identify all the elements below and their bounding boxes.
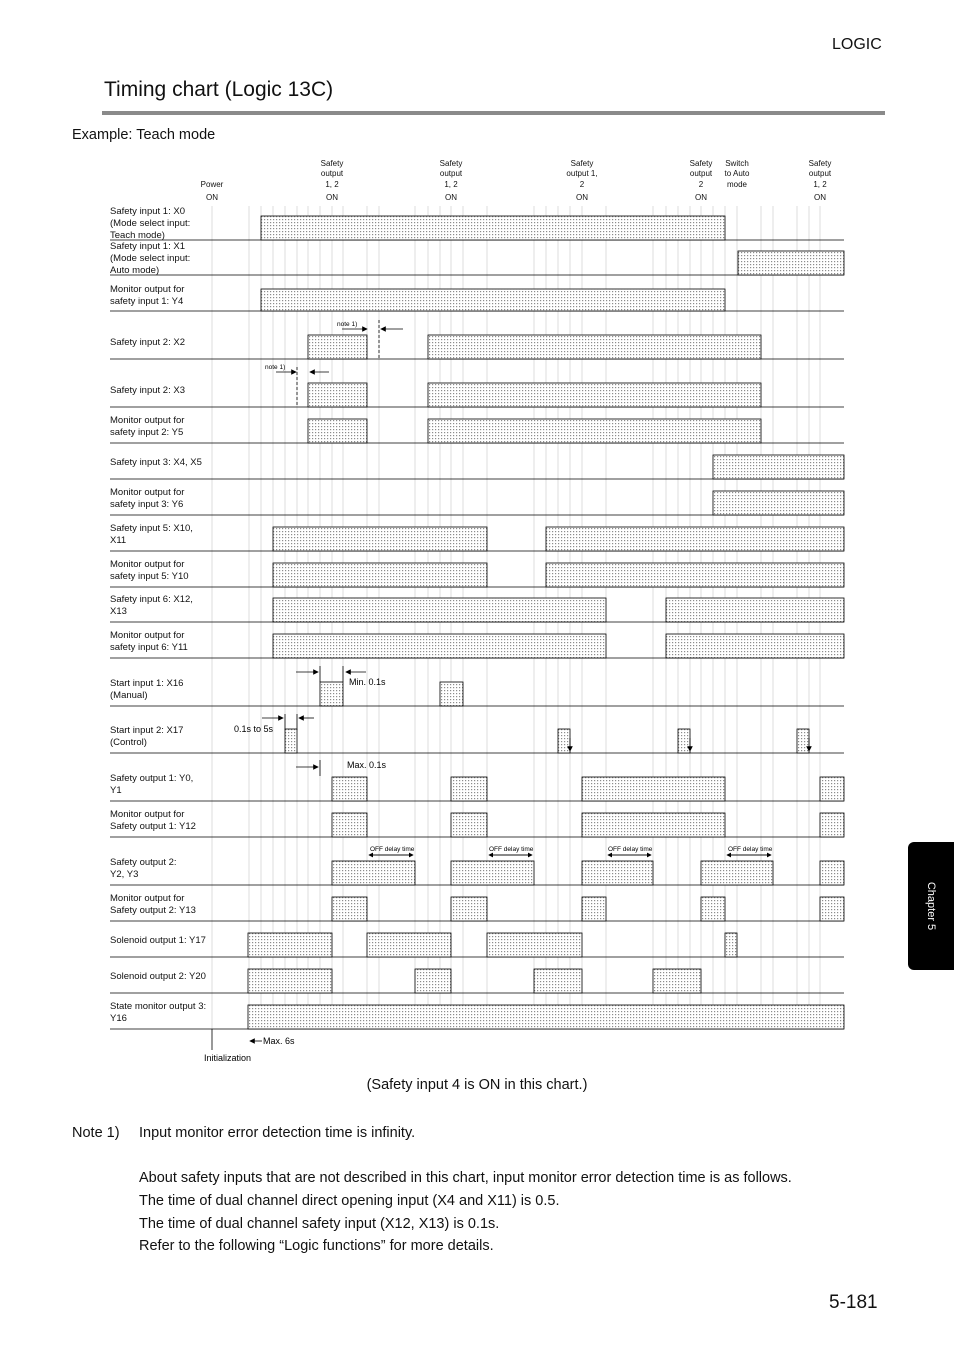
signal-label-line: Safety input 6: X12,: [110, 594, 193, 605]
on-pulse: [415, 969, 451, 993]
on-pulse: [273, 634, 606, 658]
chapter-tab: [908, 842, 954, 970]
on-pulse: [451, 813, 487, 837]
on-pulse: [273, 563, 487, 587]
on-pulse: [582, 813, 725, 837]
event-label-line: output: [689, 169, 713, 178]
event-label-line: to Auto: [724, 169, 750, 178]
on-pulse: [713, 491, 844, 515]
signal-label-line: Y2, Y3: [110, 869, 139, 880]
signal-label: [110, 893, 196, 917]
signal-label-line: X11: [110, 535, 127, 546]
signal-trace: [110, 682, 844, 706]
on-pulse: [367, 933, 451, 957]
on-pulse: [582, 897, 606, 921]
signal-label-line: Monitor output for: [110, 487, 185, 498]
signal-label-line: Monitor output for: [110, 559, 185, 570]
signal-label: [110, 971, 206, 983]
signal-label: [110, 385, 185, 397]
signal-trace: [110, 419, 844, 443]
note1-x2: note 1): [337, 321, 358, 328]
on-pulse: [308, 335, 367, 359]
on-pulse: [701, 897, 725, 921]
signal-label: [110, 241, 190, 277]
signal-label-line: Start input 2: X17: [110, 725, 184, 736]
signal-label: [110, 725, 183, 749]
on-pulse: [285, 729, 297, 753]
signal-label-line: Safety output 1: Y12: [110, 821, 196, 832]
on-pulse: [451, 777, 487, 801]
signal-label: [110, 935, 206, 947]
event-label-line: Safety: [689, 158, 713, 168]
signal-label-line: Y16: [110, 1013, 127, 1024]
on-pulse: [820, 813, 844, 837]
signal-label-line: Teach mode): [110, 230, 165, 241]
event-label-line: Switch: [725, 158, 749, 168]
svg-text:OFF delay time: OFF delay time: [728, 846, 773, 853]
page-number: 5-181: [829, 1292, 878, 1313]
signal-label: [110, 415, 184, 439]
event-label: [707, 159, 767, 191]
on-pulse: [261, 289, 725, 311]
signal-label: [110, 678, 183, 702]
on-pulse: [320, 682, 343, 706]
signal-label-line: Safety output 2:: [110, 857, 177, 868]
event-label: [421, 159, 481, 191]
signal-label-line: (Control): [110, 737, 147, 748]
signal-trace: [110, 777, 844, 801]
signal-trace: [110, 598, 844, 622]
event-label-line: output: [320, 169, 344, 178]
on-pulse: [738, 251, 844, 275]
example-label: Example: Teach mode: [72, 127, 216, 143]
signal-label-line: Safety output 1: Y0,: [110, 773, 194, 784]
event-label-line: mode: [726, 179, 747, 189]
on-pulse: [248, 1005, 844, 1029]
event-label: [182, 180, 242, 191]
signal-label-line: Auto mode): [110, 265, 160, 276]
signal-label: [110, 857, 177, 881]
event-state: ON: [576, 193, 588, 202]
off-delay-4: [727, 846, 773, 855]
event-label-line: Safety: [808, 158, 832, 168]
signal-label-line: safety input 1: Y4: [110, 296, 184, 307]
signal-label-line: Safety input 5: X10,: [110, 523, 193, 534]
signal-label-line: Monitor output for: [110, 415, 185, 426]
signal-label-line: Safety input 1: X0: [110, 206, 185, 217]
off-delay-1: [369, 846, 415, 855]
max-label: Max. 0.1s: [347, 760, 387, 770]
signal-label-line: (Mode select input:: [110, 218, 191, 229]
safety-note: (Safety input 4 is ON in this chart.): [366, 1077, 588, 1093]
signal-trace: [110, 251, 844, 275]
event-label-line: 1, 2: [813, 179, 827, 189]
signal-trace: [110, 933, 844, 957]
event-state: ON: [445, 193, 457, 202]
on-pulse: [725, 933, 737, 957]
signal-label: [110, 337, 185, 349]
signal-label-line: Y1: [110, 785, 122, 796]
event-label-line: output: [439, 169, 463, 178]
signal-label-line: Start input 1: X16: [110, 678, 184, 689]
on-pulse: [332, 897, 367, 921]
event-label-line: output 1,: [566, 169, 598, 178]
signal-trace: [110, 634, 844, 658]
signal-trace: [110, 455, 844, 479]
event-label: [790, 159, 850, 191]
signal-label: [110, 523, 193, 547]
signal-label: [110, 457, 202, 469]
range-label: 0.1s to 5s: [234, 724, 274, 734]
svg-text:OFF delay time: OFF delay time: [489, 846, 534, 853]
svg-text:OFF delay time: OFF delay time: [608, 846, 653, 853]
signal-label-line: Monitor output for: [110, 284, 185, 295]
chapter-tab-label: Chapter 5: [925, 881, 937, 931]
signal-label: [110, 284, 184, 308]
event-state: ON: [695, 193, 707, 202]
signal-trace: [110, 813, 844, 837]
on-pulse: [666, 634, 844, 658]
signal-trace: [110, 527, 844, 551]
paragraph-4: Refer to the following “Logic functions” for more details.: [139, 1238, 494, 1254]
svg-text:OFF delay time: OFF delay time: [370, 846, 415, 853]
event-state: ON: [326, 193, 338, 202]
on-pulse: [653, 969, 701, 993]
on-pulse: [582, 777, 725, 801]
on-pulse: [487, 933, 582, 957]
on-pulse: [332, 861, 415, 885]
on-pulse: [248, 969, 332, 993]
signal-label: [110, 773, 193, 797]
signal-trace: [110, 289, 844, 311]
on-pulse: [820, 861, 844, 885]
paragraph-3: The time of dual channel safety input (X12, X13) is 0.1s.: [139, 1216, 500, 1232]
event-label: [552, 159, 612, 191]
on-pulse: [678, 729, 690, 753]
on-pulse: [428, 335, 761, 359]
event-label-line: 2: [698, 179, 704, 189]
section-header: LOGIC: [832, 36, 882, 53]
signal-label-line: Safety input 1: X1: [110, 241, 185, 252]
on-pulse: [332, 777, 367, 801]
signal-label-line: X13: [110, 606, 127, 617]
on-pulse: [248, 933, 332, 957]
max6-label: Max. 6s: [263, 1036, 295, 1046]
signal-trace: [110, 563, 844, 587]
event-label-line: Safety: [320, 158, 344, 168]
signal-label: [110, 1001, 206, 1025]
signal-label-line: Monitor output for: [110, 893, 185, 904]
on-pulse: [428, 419, 761, 443]
event-label-line: Safety: [570, 158, 594, 168]
signal-label-line: Safety input 3: X4, X5: [110, 457, 202, 468]
event-label-line: 1, 2: [444, 179, 458, 189]
signal-trace: [110, 1005, 844, 1029]
signal-label: [110, 559, 189, 583]
event-label: [302, 159, 362, 191]
signal-label-line: Safety output 2: Y13: [110, 905, 196, 916]
signal-label-line: safety input 3: Y6: [110, 499, 184, 510]
signal-label-line: safety input 2: Y5: [110, 427, 184, 438]
signal-label-line: Safety input 2: X2: [110, 337, 185, 348]
signal-label: [110, 594, 193, 618]
off-delay-2: [489, 846, 534, 855]
signal-label: [110, 487, 184, 511]
signal-label-line: safety input 6: Y11: [110, 642, 188, 653]
signal-trace: [110, 969, 844, 993]
note-label: Note 1): [72, 1125, 120, 1141]
on-pulse: [582, 861, 653, 885]
on-pulse: [701, 861, 773, 885]
event-label-line: Power: [200, 179, 224, 189]
on-pulse: [546, 563, 844, 587]
on-pulse: [440, 682, 463, 706]
event-label-line: Safety: [439, 158, 463, 168]
event-state: ON: [206, 193, 218, 202]
signal-trace: [110, 491, 844, 515]
signal-trace: [110, 897, 844, 921]
on-pulse: [273, 527, 487, 551]
signal-label-line: Solenoid output 1: Y17: [110, 935, 206, 946]
page-title: Timing chart (Logic 13C): [104, 78, 334, 101]
on-pulse: [308, 383, 367, 407]
signal-trace: [110, 335, 844, 359]
on-pulse: [273, 598, 606, 622]
on-pulse: [308, 419, 367, 443]
on-pulse: [797, 729, 809, 753]
on-pulse: [428, 383, 761, 407]
on-pulse: [713, 455, 844, 479]
event-label-line: 1, 2: [325, 179, 339, 189]
on-pulse: [261, 216, 725, 240]
signal-label-line: State monitor output 3:: [110, 1001, 207, 1012]
on-pulse: [558, 729, 570, 753]
signal-label: [110, 809, 196, 833]
signal-label-line: Safety input 2: X3: [110, 385, 185, 396]
on-pulse: [820, 897, 844, 921]
paragraph-1: About safety inputs that are not described in this chart, input monitor error detection time is as follows.: [139, 1170, 792, 1186]
signal-label-line: Monitor output for: [110, 809, 185, 820]
on-pulse: [534, 969, 582, 993]
on-pulse: [451, 897, 487, 921]
signal-label-line: (Manual): [110, 690, 148, 701]
event-label-line: 2: [579, 179, 585, 189]
event-label-line: output: [808, 169, 832, 178]
on-pulse: [332, 813, 367, 837]
on-pulse: [546, 527, 844, 551]
signal-trace: [110, 729, 844, 753]
off-delay-3: [608, 846, 653, 855]
min-label: Min. 0.1s: [349, 677, 386, 687]
on-pulse: [820, 777, 844, 801]
signal-label-line: safety input 5: Y10: [110, 571, 189, 582]
init-label: Initialization: [204, 1053, 252, 1063]
signal-trace: [110, 861, 844, 885]
note1-x3: note 1): [265, 364, 286, 371]
signal-label: [110, 630, 188, 654]
paragraph-2: The time of dual channel direct opening input (X4 and X11) is 0.5.: [139, 1193, 560, 1209]
signal-trace: [110, 216, 844, 240]
on-pulse: [666, 598, 844, 622]
event-state: ON: [814, 193, 826, 202]
on-pulse: [451, 861, 534, 885]
signal-trace: [110, 383, 844, 407]
signal-label-line: Solenoid output 2: Y20: [110, 971, 206, 982]
signal-label-line: Monitor output for: [110, 630, 185, 641]
signal-label: [110, 206, 190, 242]
note-text: Input monitor error detection time is infinity.: [139, 1125, 416, 1141]
signal-label-line: (Mode select input:: [110, 253, 191, 264]
